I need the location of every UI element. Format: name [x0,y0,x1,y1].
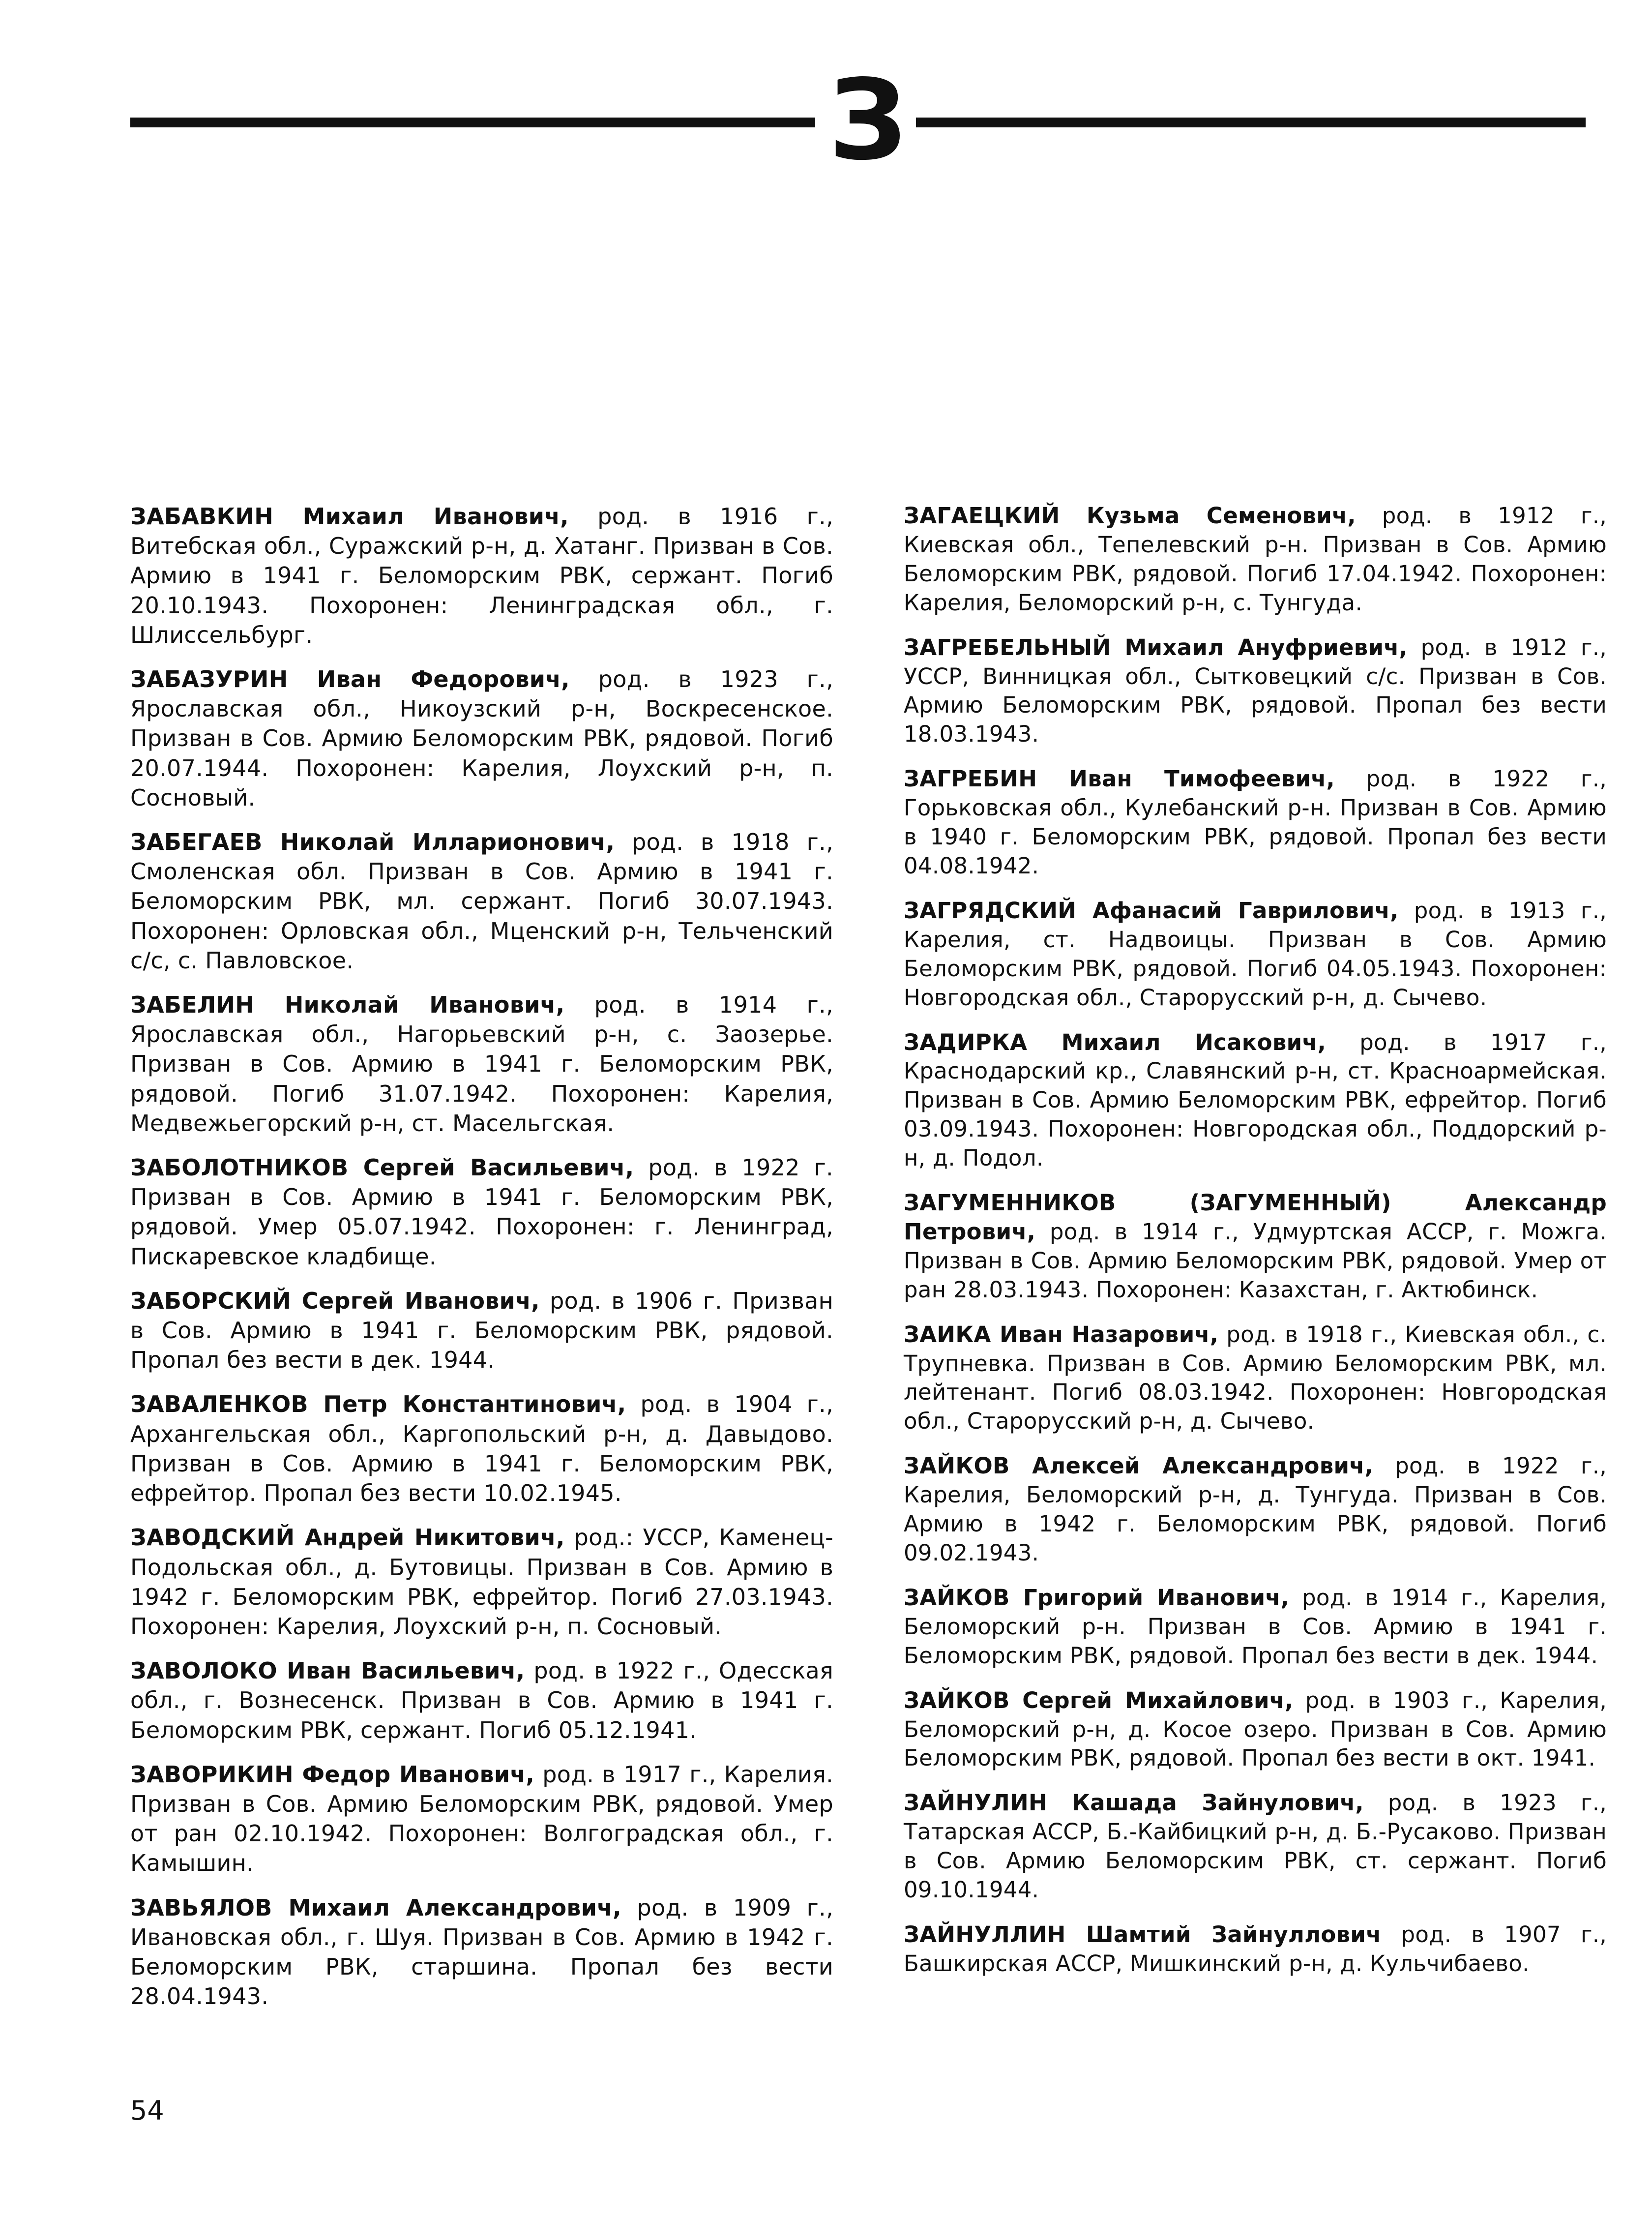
entry-name: ЗАГУМЕННИКОВ (ЗАГУМЕННЫЙ) Александр Петрович, [904,1190,1607,1245]
entry-name: ЗАВОДСКИЙ Андрей Никитович, [130,1524,565,1551]
page-number: 54 [130,2095,164,2126]
entry-text: род. в 1906 г. Призван в Сов. Армию в 1941 г. Беломорским РВК, рядовой. Пропал без вести в дек. 1944. [130,1287,834,1374]
section-letter: З [828,56,907,185]
entry-text: род. в 1914 г., Удмуртская АССР, г. Можга. Призван в Сов. Армию Беломорским РВК, рядовой. Умер от ран 28.03.1943. Похоронен: Казахстан, г. Актюбинск. [904,1218,1607,1303]
entry-name: ЗАГРЕБИН Иван Тимофеевич, [904,766,1335,792]
biography-entry [904,1584,1607,1671]
biography-entry [130,664,833,812]
entry-name: ЗАДИРКА Михаил Исакович, [904,1029,1327,1055]
entry-text: род. в 1918 г., Смоленская обл. Призван в Сов. Армию в 1941 г. Беломорским РВК, мл. сержант. Погиб 30.07.1943. Похоронен: Орловская обл., Мценский р-н, Тельченский с/с, с. Павловское. [130,829,833,974]
entry-name: ЗАГРЕБЕЛЬНЫЙ Михаил Ануфриевич, [904,634,1408,660]
entry-name: ЗАВОЛОКО Иван Васильевич, [130,1657,525,1684]
section-header [130,56,1586,185]
entry-name: ЗАГАЕЦКИЙ Кузьма Семенович, [904,503,1356,529]
entry-name: ЗАБОРСКИЙ Сергей Иванович, [130,1287,540,1314]
header-rule-right [916,118,1586,127]
entry-name: ЗАЙНУЛЛИН Шамтий Зайнуллович [904,1921,1382,1948]
entry-text: род. в 1914 г., Ярославская обл., Нагорьевский р-н, с. Заозерье. Призван в Сов. Армию в 1941 г. Беломорским РВК, рядовой. Погиб 31.07.1942. Похоронен: Карелия, Медвежьегорский р-н, ст. Масельгская. [130,991,833,1137]
entry-name: ЗАЙКОВ Алексей Александрович, [904,1453,1373,1479]
entry-text: род. в 1923 г., Ярославская обл., Никоузский р-н, Воскресенское. Призван в Сов. Армию Беломорским РВК, рядовой. Погиб 20.07.1944. Похоронен: Карелия, Лоухский р-н, п. Сосновый. [130,666,833,811]
entry-text: род. в 1909 г., Ивановская обл., г. Шуя. Призван в Сов. Армию в 1942 г. Беломорским РВК, старшина. Пропал без вести 28.04.1943. [130,1894,833,2010]
entry-name: ЗАЙКОВ Григорий Иванович, [904,1584,1290,1611]
entry-name: ЗАВАЛЕНКОВ Петр Константинович, [130,1391,626,1418]
entry-text: род. в 1913 г., Карелия, ст. Надвоицы. Призван в Сов. Армию Беломорским РВК, рядовой. Погиб 04.05.1943. Похоронен: Новгородская обл., Старорусский р-н, д. Сычево. [904,897,1607,1011]
biography-entry [904,1920,1607,1979]
biography-entry [130,1760,833,1878]
left-column [130,502,833,2026]
entry-name: ЗАЙКОВ Сергей Михайлович, [904,1687,1294,1713]
biography-entry [904,1789,1607,1905]
biography-entry [904,502,1607,618]
entry-name: ЗАБАЗУРИН Иван Федорович, [130,666,570,693]
entry-text: род. в 1904 г., Архангельская обл., Каргопольский р-н, д. Давыдово. Призван в Сов. Армию в 1941 г. Беломорским РВК, ефрейтор. Пропал без вести 10.02.1945. [130,1391,833,1507]
entry-text: род. в 1917 г., Краснодарский кр., Славянский р-н, ст. Красноармейская. Призван в Сов. Армию Беломорским РВК, ефрейтор. Погиб 03.09.1943. Похоронен: Новгородская обл., Поддорский р-н, д. Подол. [904,1029,1607,1171]
entry-text: род. в 1923 г., Татарская АССР, Б.-Кайбицкий р-н, д. Б.-Русаково. Призван в Сов. Армию Беломорским РВК, ст. сержант. Погиб 09.10.1944. [904,1790,1607,1903]
entry-name: ЗАВОРИКИН Федор Иванович, [130,1761,535,1788]
entry-text: род.: УССР, Каменец-Подольская обл., д. Бутовицы. Призван в Сов. Армию в 1942 г. Беломорским РВК, ефрейтор. Погиб 27.03.1943. Похоронен: Карелия, Лоухский р-н, п. Сосновый. [130,1524,833,1640]
biography-entry [904,1452,1607,1568]
entry-name: ЗАГРЯДСКИЙ Афанасий Гаврилович, [904,897,1399,924]
biography-entry [130,990,833,1138]
biography-entry [904,1686,1607,1773]
entry-text: род. в 1903 г., Карелия, Беломорский р-н, д. Косое озеро. Призван в Сов. Армию Беломорским РВК, рядовой. Пропал без вести в окт. 1941. [904,1687,1607,1771]
biography-entry [904,1189,1607,1305]
entry-name: ЗАБЕГАЕВ Николай Илларионович, [130,829,615,856]
entry-text: род. в 1907 г., Башкирская АССР, Мишкинский р-н, д. Кульчибаево. [904,1921,1607,1977]
entry-name: ЗАБОЛОТНИКОВ Сергей Васильевич, [130,1154,634,1181]
entry-text: род. в 1912 г., УССР, Винницкая обл., Сытковецкий с/с. Призван в Сов. Армию Беломорским РВК, рядовой. Пропал без вести 18.03.1943. [904,634,1607,748]
biography-entry [130,1286,833,1375]
biography-entry [130,502,833,650]
biography-entry [904,897,1607,1013]
entry-text: род. в 1917 г., Карелия. Призван в Сов. Армию Беломорским РВК, рядовой. Умер от ран 02.10.1942. Похоронен: Волгоградская обл., г. Камышин. [130,1761,833,1877]
entry-name: ЗАБЕЛИН Николай Иванович, [130,991,565,1019]
entry-text: род. в 1918 г., Киевская обл., с. Трупневка. Призван в Сов. Армию Беломорским РВК, мл. лейтенант. Погиб 08.03.1942. Похоронен: Новгородская обл., Старорусский р-н, д. Сычево. [904,1321,1607,1435]
biography-entry [130,1389,833,1508]
entry-text: род. в 1912 г., Киевская обл., Тепелевский р-н. Призван в Сов. Армию Беломорским РВК, рядовой. Погиб 17.04.1942. Похоронен: Карелия, Беломорский р-н, с. Тунгуда. [904,503,1607,616]
biography-entry [904,765,1607,881]
entry-name: ЗАЙНУЛИН Кашада Зайнулович, [904,1790,1364,1816]
right-column [904,502,1607,1994]
entry-text: род. в 1922 г. Призван в Сов. Армию в 1941 г. Беломорским РВК, рядовой. Умер 05.07.1942. Похоронен: г. Ленинград, Пискаревское кладбище. [130,1154,833,1270]
entry-text: род. в 1922 г., Одесская обл., г. Вознесенск. Призван в Сов. Армию в 1941 г. Беломорским РВК, сержант. Погиб 05.12.1941. [130,1657,833,1743]
entry-text: род. в 1922 г., Горьковская обл., Кулебанский р-н. Призван в Сов. Армию в 1940 г. Беломорским РВК, рядовой. Пропал без вести 04.08.1942. [904,766,1607,879]
header-rule-left [130,118,815,127]
biography-entry [130,1656,833,1745]
biography-entry [904,1028,1607,1173]
entry-name: ЗАВЬЯЛОВ Михаил Александрович, [130,1894,621,1921]
entry-name: ЗАБАВКИН Михаил Иванович, [130,503,569,530]
entry-name: ЗАИКА Иван Назарович, [904,1321,1219,1348]
biography-entry [130,1893,833,2011]
biography-entry [904,1320,1607,1437]
entry-text: род. в 1916 г., Витебская обл., Суражский р-н, д. Хатанг. Призван в Сов. Армию в 1941 г. Беломорским РВК, сержант. Погиб 20.10.1943. Похоронен: Ленинградская обл., г. Шлиссельбург. [130,503,833,648]
biography-entry [904,633,1607,750]
biography-entry [130,1523,833,1641]
entry-text: род. в 1914 г., Карелия, Беломорский р-н. Призван в Сов. Армию в 1941 г. Беломорским РВК, рядовой. Пропал без вести в дек. 1944. [904,1584,1607,1669]
entry-text: род. в 1922 г., Карелия, Беломорский р-н, д. Тунгуда. Призван в Сов. Армию в 1942 г. Беломорским РВК, рядовой. Погиб 09.02.1943. [904,1453,1607,1566]
biography-entry [130,827,833,975]
biography-entry [130,1153,833,1271]
